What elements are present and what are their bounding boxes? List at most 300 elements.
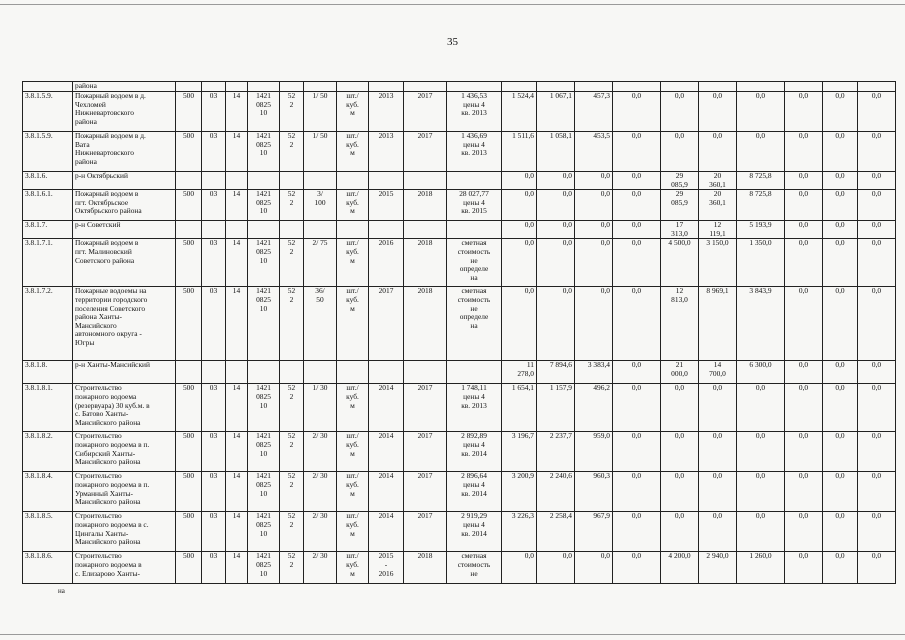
col-6-cell (248, 221, 280, 239)
col-10-cell: 2014 (369, 432, 404, 472)
col-17-cell: 0,0 (661, 512, 699, 552)
col-21-cell: 0,0 (823, 287, 858, 361)
col-22-cell: 0,0 (858, 132, 896, 172)
col-13-cell: 1 654,1 (502, 384, 537, 432)
col-6-cell: 1421 0825 10 (248, 190, 280, 221)
col-3-cell: 500 (176, 190, 202, 221)
col-21-cell: 0,0 (823, 432, 858, 472)
col-18-cell: 20 360,1 (699, 172, 737, 190)
col-15-cell: 0,0 (575, 190, 613, 221)
col-15-cell: 453,5 (575, 132, 613, 172)
table-row (23, 82, 896, 92)
col-12-cell: сметная стоимость не (447, 552, 502, 584)
col-11-cell: 2018 (404, 239, 447, 287)
col-8-cell (304, 172, 337, 190)
col-15-cell: 0,0 (575, 221, 613, 239)
col-18-cell (699, 82, 737, 92)
col-11-cell (404, 82, 447, 92)
col-6-cell: 1421 0825 10 (248, 287, 280, 361)
row-name-cell: Строительство пожарного водоема в с. Елизарово Ханты- (73, 552, 176, 584)
col-4-cell: 03 (202, 384, 226, 432)
table-row (23, 190, 896, 221)
col-11-cell: 2018 (404, 552, 447, 584)
col-8-cell: 1/ 50 (304, 92, 337, 132)
col-20-cell: 0,0 (785, 552, 823, 584)
footnote: на (58, 587, 65, 595)
col-6-cell: 1421 0825 10 (248, 472, 280, 512)
row-code-cell: 3.8.1.6. (23, 172, 73, 190)
col-6-cell: 1421 0825 10 (248, 384, 280, 432)
col-18-cell: 8 969,1 (699, 287, 737, 361)
col-22-cell: 0,0 (858, 361, 896, 384)
col-4-cell: 03 (202, 92, 226, 132)
col-12-cell (447, 82, 502, 92)
col-7-cell: 52 2 (280, 552, 304, 584)
col-11-cell: 2017 (404, 472, 447, 512)
col-19-cell: 0,0 (737, 432, 785, 472)
col-18-cell: 2 940,0 (699, 552, 737, 584)
row-code-cell (23, 82, 73, 92)
col-22-cell: 0,0 (858, 552, 896, 584)
col-10-cell (369, 172, 404, 190)
row-name-cell: Строительство пожарного водоема в п. Сибирский Ханты- Мансийского района (73, 432, 176, 472)
col-21-cell: 0,0 (823, 239, 858, 287)
row-code-cell: 3.8.1.8.6. (23, 552, 73, 584)
col-16-cell: 0,0 (613, 190, 661, 221)
col-11-cell (404, 221, 447, 239)
table-row (23, 361, 896, 384)
col-17-cell: 0,0 (661, 132, 699, 172)
col-8-cell: 2/ 30 (304, 432, 337, 472)
col-9-cell: шт./ куб. м (337, 472, 369, 512)
col-3-cell (176, 82, 202, 92)
col-15-cell: 0,0 (575, 287, 613, 361)
col-9-cell: шт./ куб. м (337, 384, 369, 432)
col-12-cell: 28 027,77 цены 4 кв. 2015 (447, 190, 502, 221)
col-21-cell: 0,0 (823, 190, 858, 221)
col-6-cell: 1421 0825 10 (248, 239, 280, 287)
col-9-cell (337, 82, 369, 92)
col-8-cell: 36/ 50 (304, 287, 337, 361)
col-15-cell: 967,9 (575, 512, 613, 552)
col-9-cell: шт./ куб. м (337, 239, 369, 287)
row-name-cell: р-н Октябрьский (73, 172, 176, 190)
col-16-cell: 0,0 (613, 512, 661, 552)
col-12-cell: 1 436,53 цены 4 кв. 2013 (447, 92, 502, 132)
col-6-cell: 1421 0825 10 (248, 132, 280, 172)
col-22-cell: 0,0 (858, 384, 896, 432)
col-10-cell (369, 221, 404, 239)
col-8-cell: 1/ 30 (304, 384, 337, 432)
col-4-cell: 03 (202, 472, 226, 512)
col-12-cell: 2 919,29 цены 4 кв. 2014 (447, 512, 502, 552)
col-17-cell: 0,0 (661, 384, 699, 432)
col-14-cell: 1 067,1 (537, 92, 575, 132)
col-3-cell: 500 (176, 432, 202, 472)
col-13-cell: 11 278,0 (502, 361, 537, 384)
col-12-cell: сметная стоимость не определе на (447, 287, 502, 361)
col-14-cell: 1 058,1 (537, 132, 575, 172)
col-15-cell: 0,0 (575, 172, 613, 190)
col-19-cell: 8 725,8 (737, 190, 785, 221)
col-20-cell: 0,0 (785, 384, 823, 432)
col-3-cell: 500 (176, 132, 202, 172)
col-11-cell (404, 172, 447, 190)
col-13-cell: 0,0 (502, 239, 537, 287)
col-4-cell: 03 (202, 239, 226, 287)
row-code-cell: 3.8.1.8.2. (23, 432, 73, 472)
col-18-cell: 0,0 (699, 472, 737, 512)
col-15-cell: 959,0 (575, 432, 613, 472)
col-20-cell: 0,0 (785, 172, 823, 190)
col-3-cell (176, 172, 202, 190)
col-9-cell: шт./ куб. м (337, 287, 369, 361)
col-21-cell: 0,0 (823, 384, 858, 432)
col-16-cell: 0,0 (613, 239, 661, 287)
col-13-cell: 3 200,9 (502, 472, 537, 512)
col-14-cell: 0,0 (537, 552, 575, 584)
row-name-cell: района (73, 82, 176, 92)
col-21-cell: 0,0 (823, 472, 858, 512)
col-21-cell: 0,0 (823, 132, 858, 172)
col-22-cell: 0,0 (858, 92, 896, 132)
col-12-cell: 2 892,89 цены 4 кв. 2014 (447, 432, 502, 472)
col-22-cell: 0,0 (858, 221, 896, 239)
col-4-cell (202, 172, 226, 190)
col-14-cell: 2 258,4 (537, 512, 575, 552)
row-code-cell: 3.8.1.8. (23, 361, 73, 384)
col-22-cell: 0,0 (858, 190, 896, 221)
col-19-cell: 0,0 (737, 472, 785, 512)
col-8-cell (304, 82, 337, 92)
col-13-cell: 0,0 (502, 172, 537, 190)
col-13-cell: 3 226,3 (502, 512, 537, 552)
col-17-cell: 0,0 (661, 92, 699, 132)
row-name-cell: Пожарный водоем в пгт. Малиновский Советского района (73, 239, 176, 287)
col-9-cell: шт./ куб. м (337, 552, 369, 584)
col-18-cell: 0,0 (699, 384, 737, 432)
col-4-cell: 03 (202, 552, 226, 584)
col-5-cell: 14 (226, 92, 248, 132)
col-14-cell: 2 237,7 (537, 432, 575, 472)
top-scan-edge (0, 4, 905, 5)
col-12-cell: 1 436,69 цены 4 кв. 2013 (447, 132, 502, 172)
col-4-cell: 03 (202, 132, 226, 172)
col-9-cell (337, 361, 369, 384)
col-9-cell (337, 172, 369, 190)
col-5-cell (226, 221, 248, 239)
col-20-cell: 0,0 (785, 361, 823, 384)
row-code-cell: 3.8.1.8.5. (23, 512, 73, 552)
col-4-cell: 03 (202, 432, 226, 472)
row-name-cell: Пожарный водоем в д. Вата Нижневартовского района (73, 132, 176, 172)
row-code-cell: 3.8.1.6.1. (23, 190, 73, 221)
col-14-cell: 1 157,9 (537, 384, 575, 432)
col-7-cell: 52 2 (280, 92, 304, 132)
col-17-cell: 0,0 (661, 472, 699, 512)
row-code-cell: 3.8.1.7.2. (23, 287, 73, 361)
col-14-cell: 0,0 (537, 287, 575, 361)
col-7-cell: 52 2 (280, 239, 304, 287)
col-13-cell: 1 524,4 (502, 92, 537, 132)
col-5-cell: 14 (226, 132, 248, 172)
row-name-cell: р-н Советский (73, 221, 176, 239)
col-19-cell: 5 193,9 (737, 221, 785, 239)
col-3-cell: 500 (176, 384, 202, 432)
col-17-cell: 4 200,0 (661, 552, 699, 584)
col-16-cell: 0,0 (613, 361, 661, 384)
col-14-cell: 2 240,6 (537, 472, 575, 512)
col-16-cell (613, 82, 661, 92)
col-20-cell: 0,0 (785, 512, 823, 552)
col-6-cell: 1421 0825 10 (248, 552, 280, 584)
budget-table (22, 81, 896, 584)
col-20-cell (785, 82, 823, 92)
col-15-cell (575, 82, 613, 92)
col-16-cell: 0,0 (613, 132, 661, 172)
col-3-cell (176, 221, 202, 239)
col-16-cell: 0,0 (613, 472, 661, 512)
col-10-cell: 2014 (369, 512, 404, 552)
col-18-cell: 0,0 (699, 512, 737, 552)
col-17-cell: 4 500,0 (661, 239, 699, 287)
col-6-cell: 1421 0825 10 (248, 92, 280, 132)
col-19-cell: 3 843,9 (737, 287, 785, 361)
col-7-cell: 52 2 (280, 472, 304, 512)
col-17-cell: 12 813,0 (661, 287, 699, 361)
col-13-cell: 0,0 (502, 221, 537, 239)
col-7-cell: 52 2 (280, 384, 304, 432)
col-20-cell: 0,0 (785, 221, 823, 239)
col-21-cell: 0,0 (823, 221, 858, 239)
table-body (23, 82, 896, 584)
col-16-cell: 0,0 (613, 384, 661, 432)
col-22-cell: 0,0 (858, 472, 896, 512)
col-9-cell (337, 221, 369, 239)
col-5-cell: 14 (226, 287, 248, 361)
col-10-cell: 2015 - 2016 (369, 552, 404, 584)
col-17-cell: 17 313,0 (661, 221, 699, 239)
col-19-cell: 1 260,0 (737, 552, 785, 584)
col-22-cell (858, 82, 896, 92)
row-code-cell: 3.8.1.5.9. (23, 132, 73, 172)
col-20-cell: 0,0 (785, 190, 823, 221)
col-22-cell: 0,0 (858, 172, 896, 190)
col-13-cell: 0,0 (502, 190, 537, 221)
col-7-cell (280, 361, 304, 384)
col-19-cell (737, 82, 785, 92)
col-17-cell: 29 085,9 (661, 190, 699, 221)
col-15-cell: 0,0 (575, 239, 613, 287)
col-14-cell: 0,0 (537, 172, 575, 190)
col-12-cell: 2 896,64 цены 4 кв. 2014 (447, 472, 502, 512)
col-18-cell: 12 119,1 (699, 221, 737, 239)
col-14-cell: 7 894,6 (537, 361, 575, 384)
col-3-cell: 500 (176, 287, 202, 361)
col-20-cell: 0,0 (785, 472, 823, 512)
row-code-cell: 3.8.1.8.1. (23, 384, 73, 432)
col-20-cell: 0,0 (785, 132, 823, 172)
col-10-cell: 2015 (369, 190, 404, 221)
col-3-cell: 500 (176, 92, 202, 132)
col-9-cell: шт./ куб. м (337, 432, 369, 472)
col-5-cell: 14 (226, 384, 248, 432)
col-10-cell: 2014 (369, 384, 404, 432)
col-17-cell: 29 085,9 (661, 172, 699, 190)
col-5-cell: 14 (226, 552, 248, 584)
table-row (23, 384, 896, 432)
col-7-cell: 52 2 (280, 287, 304, 361)
col-15-cell: 960,3 (575, 472, 613, 512)
col-5-cell: 14 (226, 432, 248, 472)
col-4-cell (202, 82, 226, 92)
table-row (23, 132, 896, 172)
col-12-cell (447, 361, 502, 384)
col-21-cell: 0,0 (823, 92, 858, 132)
col-22-cell: 0,0 (858, 287, 896, 361)
col-8-cell: 2/ 30 (304, 472, 337, 512)
col-21-cell: 0,0 (823, 172, 858, 190)
col-7-cell (280, 82, 304, 92)
row-code-cell: 3.8.1.8.4. (23, 472, 73, 512)
col-19-cell: 0,0 (737, 132, 785, 172)
col-22-cell: 0,0 (858, 239, 896, 287)
col-8-cell: 1/ 50 (304, 132, 337, 172)
col-5-cell (226, 172, 248, 190)
col-10-cell: 2017 (369, 287, 404, 361)
col-10-cell (369, 361, 404, 384)
col-6-cell (248, 82, 280, 92)
row-name-cell: Строительство пожарного водоема в п. Урманный Ханты- Мансийского района (73, 472, 176, 512)
col-9-cell: шт./ куб. м (337, 512, 369, 552)
col-18-cell: 0,0 (699, 132, 737, 172)
col-13-cell: 0,0 (502, 287, 537, 361)
col-3-cell (176, 361, 202, 384)
table-row (23, 512, 896, 552)
col-10-cell (369, 82, 404, 92)
col-14-cell: 0,0 (537, 239, 575, 287)
col-3-cell: 500 (176, 239, 202, 287)
col-21-cell: 0,0 (823, 361, 858, 384)
col-16-cell: 0,0 (613, 552, 661, 584)
col-19-cell: 0,0 (737, 92, 785, 132)
col-13-cell: 3 196,7 (502, 432, 537, 472)
col-16-cell: 0,0 (613, 92, 661, 132)
col-19-cell: 0,0 (737, 512, 785, 552)
table-row (23, 472, 896, 512)
col-18-cell: 3 150,0 (699, 239, 737, 287)
col-15-cell: 496,2 (575, 384, 613, 432)
col-15-cell: 3 383,4 (575, 361, 613, 384)
col-5-cell: 14 (226, 239, 248, 287)
row-name-cell: Пожарный водоем в пгт. Октябрьское Октябрьского района (73, 190, 176, 221)
col-22-cell: 0,0 (858, 512, 896, 552)
col-8-cell (304, 361, 337, 384)
col-9-cell: шт./ куб. м (337, 190, 369, 221)
col-10-cell: 2013 (369, 132, 404, 172)
row-code-cell: 3.8.1.7. (23, 221, 73, 239)
col-22-cell: 0,0 (858, 432, 896, 472)
col-7-cell: 52 2 (280, 512, 304, 552)
col-8-cell: 2/ 30 (304, 512, 337, 552)
row-name-cell: р-н Ханты-Мансийский (73, 361, 176, 384)
col-7-cell: 52 2 (280, 190, 304, 221)
col-11-cell: 2018 (404, 190, 447, 221)
col-7-cell (280, 221, 304, 239)
col-5-cell (226, 82, 248, 92)
col-4-cell (202, 221, 226, 239)
col-19-cell: 0,0 (737, 384, 785, 432)
col-10-cell: 2016 (369, 239, 404, 287)
col-15-cell: 0,0 (575, 552, 613, 584)
col-11-cell (404, 361, 447, 384)
col-4-cell: 03 (202, 190, 226, 221)
col-4-cell (202, 361, 226, 384)
col-8-cell: 2/ 30 (304, 552, 337, 584)
col-6-cell: 1421 0825 10 (248, 512, 280, 552)
col-13-cell (502, 82, 537, 92)
col-15-cell: 457,3 (575, 92, 613, 132)
col-20-cell: 0,0 (785, 287, 823, 361)
col-6-cell (248, 172, 280, 190)
col-21-cell: 0,0 (823, 552, 858, 584)
col-4-cell: 03 (202, 512, 226, 552)
col-7-cell (280, 172, 304, 190)
col-7-cell: 52 2 (280, 132, 304, 172)
col-8-cell: 3/ 100 (304, 190, 337, 221)
col-16-cell: 0,0 (613, 287, 661, 361)
col-8-cell: 2/ 75 (304, 239, 337, 287)
row-code-cell: 3.8.1.5.9. (23, 92, 73, 132)
col-3-cell: 500 (176, 552, 202, 584)
table-row (23, 92, 896, 132)
row-name-cell: Строительство пожарного водоема (резервуара) 30 куб.м. в с. Батово Ханты- Мансийского района (73, 384, 176, 432)
row-code-cell: 3.8.1.7.1. (23, 239, 73, 287)
col-10-cell: 2014 (369, 472, 404, 512)
table-row (23, 287, 896, 361)
col-20-cell: 0,0 (785, 239, 823, 287)
col-11-cell: 2018 (404, 287, 447, 361)
col-14-cell: 0,0 (537, 221, 575, 239)
col-12-cell (447, 221, 502, 239)
col-19-cell: 6 300,0 (737, 361, 785, 384)
col-6-cell: 1421 0825 10 (248, 432, 280, 472)
col-7-cell: 52 2 (280, 432, 304, 472)
col-18-cell: 0,0 (699, 92, 737, 132)
col-20-cell: 0,0 (785, 92, 823, 132)
col-13-cell: 1 511,6 (502, 132, 537, 172)
col-21-cell (823, 82, 858, 92)
col-3-cell: 500 (176, 472, 202, 512)
col-11-cell: 2017 (404, 132, 447, 172)
col-18-cell: 20 360,1 (699, 190, 737, 221)
table-row (23, 221, 896, 239)
col-17-cell (661, 82, 699, 92)
col-20-cell: 0,0 (785, 432, 823, 472)
col-9-cell: шт./ куб. м (337, 92, 369, 132)
col-17-cell: 21 000,0 (661, 361, 699, 384)
col-5-cell: 14 (226, 190, 248, 221)
col-21-cell: 0,0 (823, 512, 858, 552)
col-3-cell: 500 (176, 512, 202, 552)
col-16-cell: 0,0 (613, 432, 661, 472)
col-11-cell: 2017 (404, 512, 447, 552)
col-18-cell: 14 700,0 (699, 361, 737, 384)
col-8-cell (304, 221, 337, 239)
col-19-cell: 1 350,0 (737, 239, 785, 287)
col-19-cell: 8 725,8 (737, 172, 785, 190)
row-name-cell: Строительство пожарного водоема в с. Цингалы Ханты- Мансийского района (73, 512, 176, 552)
